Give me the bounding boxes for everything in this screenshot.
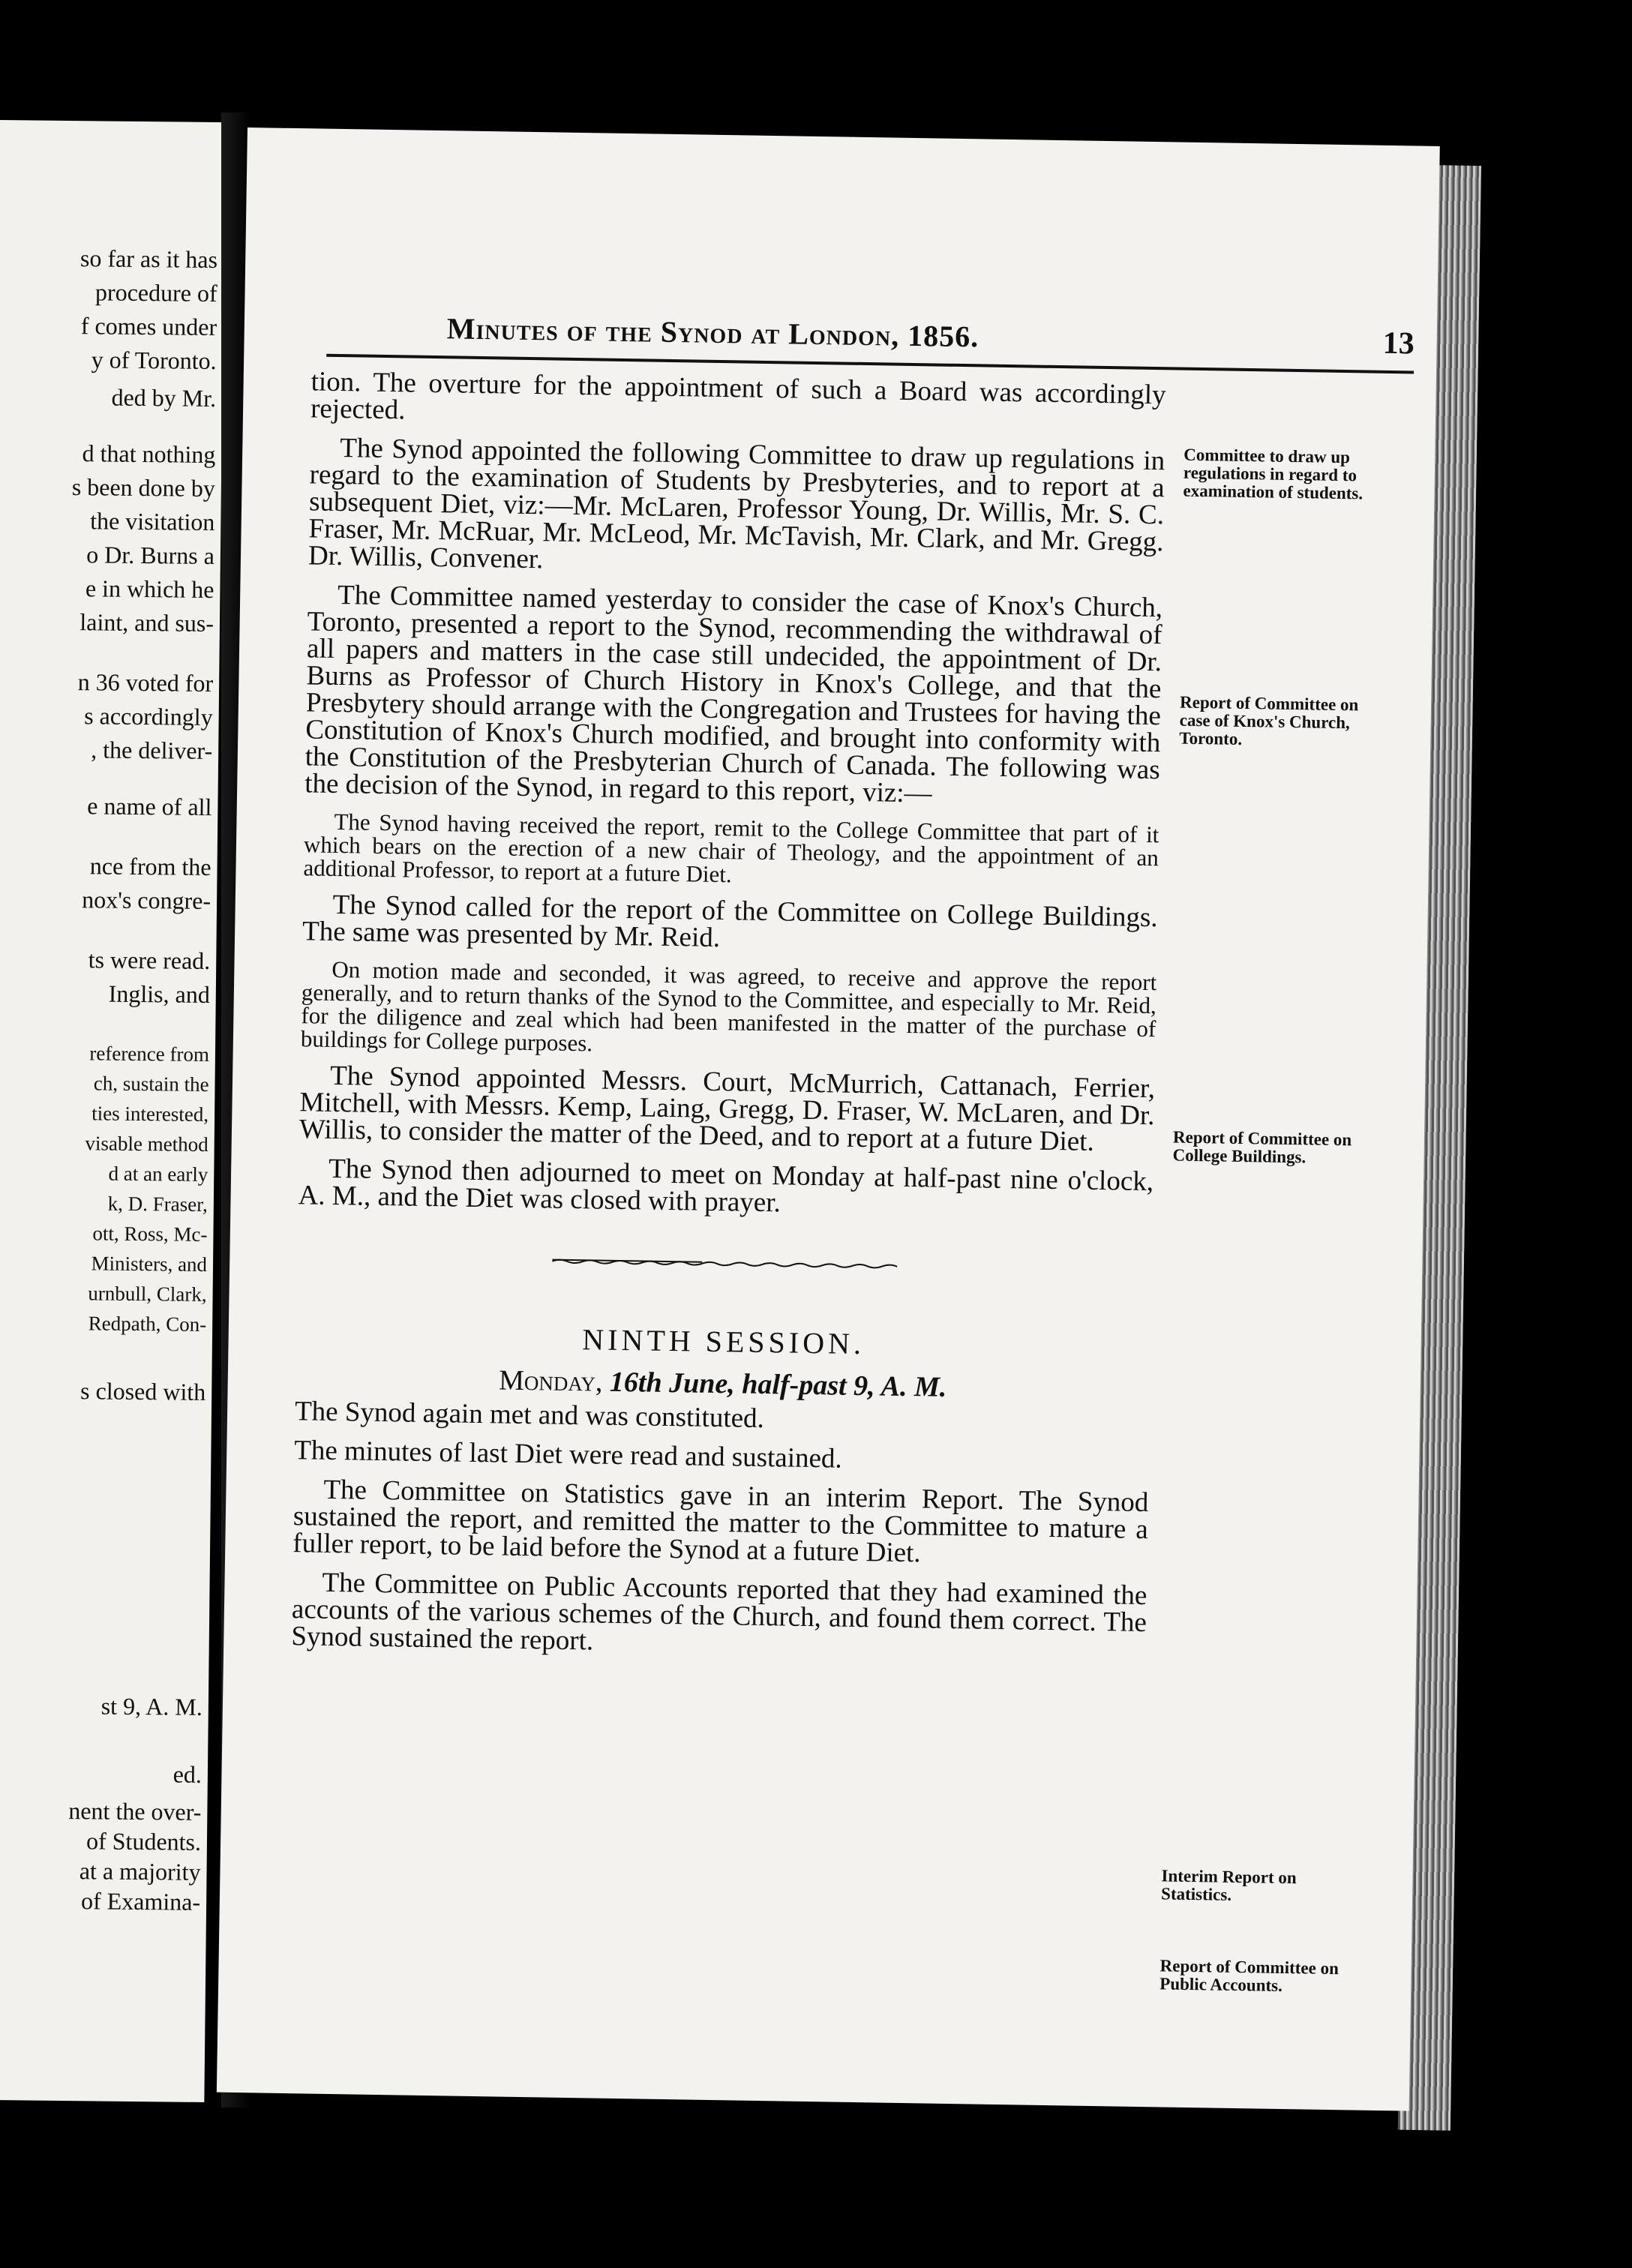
left-page-line: Ministers, and (91, 1252, 208, 1276)
left-page-line: procedure of (94, 278, 218, 308)
left-page-line: visable method (85, 1132, 208, 1156)
left-page-line: ts were read. (88, 946, 211, 974)
left-page-line: st 9, A. M. (100, 1692, 203, 1720)
paragraph: The Committee on Public Accounts reported that they had examined the accounts of the various schemes of the Church, and found them correct. The Synod sustained the report. (291, 1567, 1148, 1657)
left-page-line: ded by Mr. (111, 383, 217, 412)
body-text (291, 368, 1166, 1676)
paragraph: The Synod appointed Messrs. Court, McMurrich, Cattanach, Ferrier, Mitchell, with Messrs. Kemp, Laing, Gregg, D. Fraser, W. McLaren, and Dr. Willis, to consider the matter of the Deed, and to report at a future Diet. (298, 1060, 1156, 1157)
paragraph: The Synod then adjourned to meet on Monday at half-past nine o'clock, A. M., and the Diet was closed with prayer. (298, 1153, 1154, 1219)
paragraph: The Synod again met and was constituted. (294, 1396, 765, 1435)
paragraph: The minutes of last Diet were read and sustained. (293, 1435, 843, 1474)
paragraph: The Synod appointed the following Committee to draw up regulations in regard to the examination of Students by Presbyteries, and to report at a subsequent Diet, viz:—Mr. McLaren, Professor Young, Dr. Willis, Mr. S. C. Fraser, Mr. McRuar, Mr. McLeod, Mr. McTavish, Mr. Clark, and Mr. Gregg. Dr. Willis, Convener. (308, 432, 1166, 575)
left-page-line: y of Toronto. (91, 346, 217, 375)
decision-paragraph: The Synod having received the report, remit to the College Committee that part of it which bears on the erection of a new chair of Theology, and the appointment of an additional Professor, to report at a future Diet. (303, 808, 1160, 888)
left-page-line: so far as it has (80, 244, 218, 274)
paragraph: The Committee on Statistics gave in an interim Report. The Synod sustained the report, and remitted the matter to the Committee to mature a fuller report, to be laid before the Synod at a future Diet. (292, 1474, 1149, 1569)
session-date-rest: 16th June, half-past 9, A. M. (609, 1366, 947, 1403)
left-page-line: f comes under (80, 312, 218, 341)
left-page-line: of Students. (86, 1827, 202, 1856)
left-page-line: urnbull, Clark, (88, 1282, 207, 1306)
left-page-line: ott, Ross, Mc- (92, 1222, 208, 1246)
ornament-rule (552, 1258, 897, 1271)
paragraph: The Synod called for the report of the Committee on College Buildings. The same was presented by Mr. Reid. (302, 889, 1158, 954)
left-page-line: nox's congre- (81, 886, 212, 914)
left-page-line: Inglis, and (108, 980, 210, 1008)
left-page-line: reference from (89, 1042, 210, 1066)
left-page-line: n 36 voted for (77, 668, 214, 698)
left-page-line: ch, sustain the (93, 1072, 209, 1096)
left-page-line: Redpath, Con- (88, 1312, 207, 1336)
left-page-line: s closed with (80, 1377, 206, 1406)
page-number: 13 (1382, 326, 1415, 362)
left-page-line: o Dr. Burns a (86, 541, 215, 570)
margin-note: Report of Committee on Public Accounts. (1160, 1956, 1340, 1995)
paragraph: The Committee named yesterday to consider the case of Knox's Church, Toronto, presented a report to the Synod, recommending the withdrawal of all papers and matters in the case still undecided, the appointment of Dr. Burns as Professor of Church History in Knox's College, and that the Presbytery should arrange with the Congregation and Trustees for having the Constitution of Knox's Church modified, and brought into conformity with the Constitution of the Presbyterian Church of Canada. The following was the decision of the Synod, in regard to this report, viz:— (304, 579, 1163, 809)
left-page-line: e name of all (87, 792, 212, 821)
left-page-line: of Examina- (80, 1887, 201, 1916)
left-page-line: nce from the (89, 852, 212, 881)
left-page (0, 120, 225, 2102)
session-title: NINTH SESSION. (581, 1322, 866, 1361)
paragraph: On motion made and seconded, it was agreed, to receive and approve the report generally, and to return thanks of the Synod to the Committee, and especially to Mr. Reid, for the diligence and zeal which had been manifested in the matter of the purchase of buildings for College purposes. (300, 956, 1157, 1057)
scan-speck (1481, 82, 1487, 104)
left-page-line: the visitation (90, 507, 215, 536)
left-page-line: , the deliver- (91, 736, 213, 765)
left-page-line: s accordingly (84, 702, 213, 731)
left-page-line: ed. (172, 1760, 202, 1788)
margin-note: Report of Committee on College Buildings. (1172, 1127, 1352, 1167)
page-header (326, 309, 1414, 371)
left-page-line: nent the over- (68, 1797, 202, 1826)
left-page-line: s been done by (71, 473, 216, 502)
session-day: Monday, (498, 1364, 603, 1398)
left-page-line: laint, and sus- (80, 608, 214, 638)
left-page-line: ties interested, (92, 1102, 209, 1126)
left-page-line: d at an early (108, 1162, 208, 1186)
left-page-line: k, D. Fraser, (107, 1192, 208, 1216)
right-page (217, 128, 1440, 2111)
running-title: Minutes of the Synod at London, 1856. (446, 311, 980, 354)
margin-note: Committee to draw up regulations in regard to examination of students. (1183, 445, 1364, 503)
scan-speck (739, 15, 748, 28)
paragraph: tion. The overture for the appointment of such a Board was accordingly rejected. (310, 366, 1166, 426)
margin-note: Report of Committee on case of Knox's Church, Toronto. (1179, 692, 1359, 748)
left-page-line: at a majority (79, 1857, 201, 1886)
left-page-line: e in which he (85, 574, 214, 604)
margin-note: Interim Report on Statistics. (1160, 1866, 1297, 1904)
left-page-line: d that nothing (82, 440, 216, 469)
